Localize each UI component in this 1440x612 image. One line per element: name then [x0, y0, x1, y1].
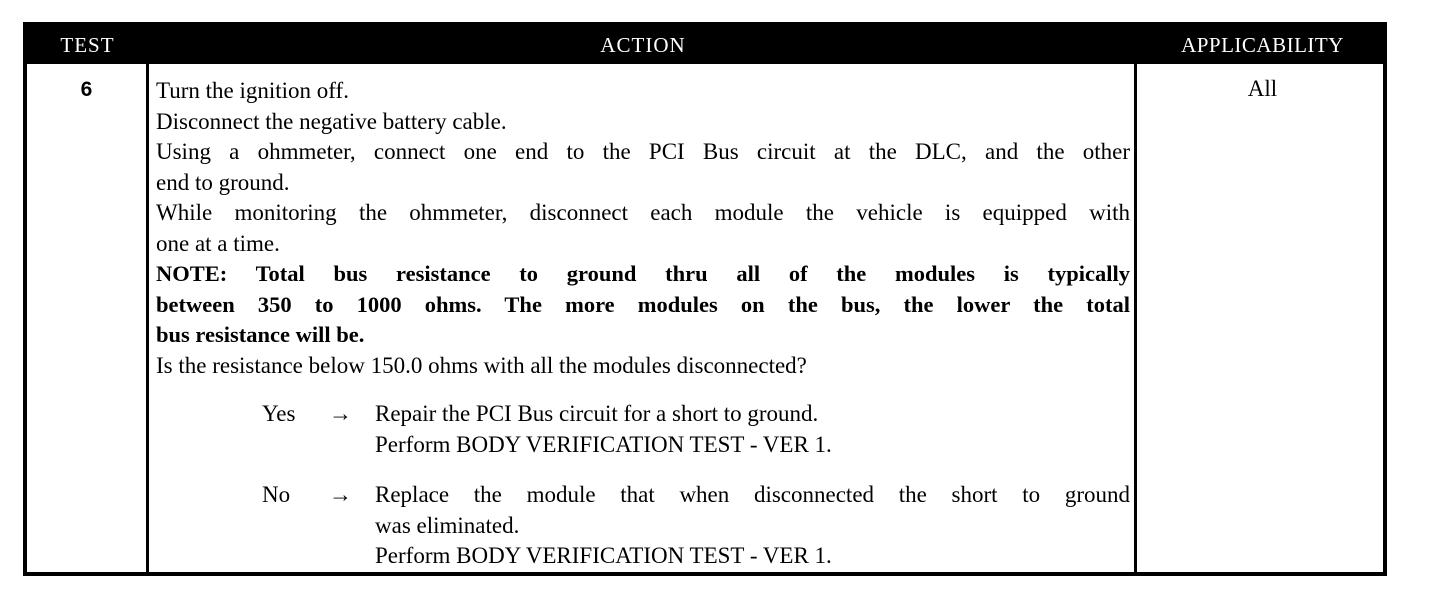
note-line-1: NOTE: Total bus resistance to ground thru all of the modules is typically [156, 261, 1130, 286]
applicability-value: All [1247, 76, 1278, 101]
step-ohmmeter-line-1: Using a ohmmeter, connect one end to the PCI Bus circuit at the DLC, and the other [156, 139, 1130, 164]
result-yes [262, 399, 1130, 460]
result-no-line-2: was eliminated. [375, 512, 520, 538]
result-no-label: No [262, 482, 291, 507]
step-monitor-line-2: one at a time. [156, 230, 280, 256]
step-ignition-off: Turn the ignition off. [156, 78, 349, 103]
column-divider-test [146, 64, 149, 572]
result-yes-label: Yes [262, 401, 296, 426]
result-no-line-1: Replace the module that when disconnected the short to ground [375, 482, 1130, 507]
question: Is the resistance below 150.0 ohms with all the modules disconnected? [156, 352, 807, 378]
note-line-3: bus resistance will be. [156, 322, 365, 347]
arrow-right-icon: → [329, 401, 352, 426]
column-divider-action [1134, 64, 1137, 572]
header-action: ACTION [600, 33, 686, 57]
action-cell [156, 76, 1130, 572]
step-monitor-line-1: While monitoring the ohmmeter, disconnect each module the vehicle is equipped with [156, 200, 1130, 225]
result-yes-line-2: Perform BODY VERIFICATION TEST - VER 1. [375, 431, 832, 457]
test-number: 6 [80, 78, 93, 101]
header-applicability: APPLICABILITY [1181, 33, 1344, 57]
result-no [262, 480, 1130, 572]
result-no-line-3: Perform BODY VERIFICATION TEST - VER 1. [375, 543, 832, 568]
note-line-2: between 350 to 1000 ohms. The more modules on the bus, the lower the total [156, 291, 1130, 317]
step-ohmmeter-line-2: end to ground. [156, 169, 290, 195]
table-header [27, 26, 1383, 64]
step-disconnect-battery: Disconnect the negative battery cable. [156, 108, 507, 134]
arrow-right-icon: → [329, 482, 352, 507]
header-test: TEST [60, 33, 115, 57]
result-yes-line-1: Repair the PCI Bus circuit for a short to ground. [375, 401, 819, 426]
diagnostic-test-table [23, 22, 1387, 576]
